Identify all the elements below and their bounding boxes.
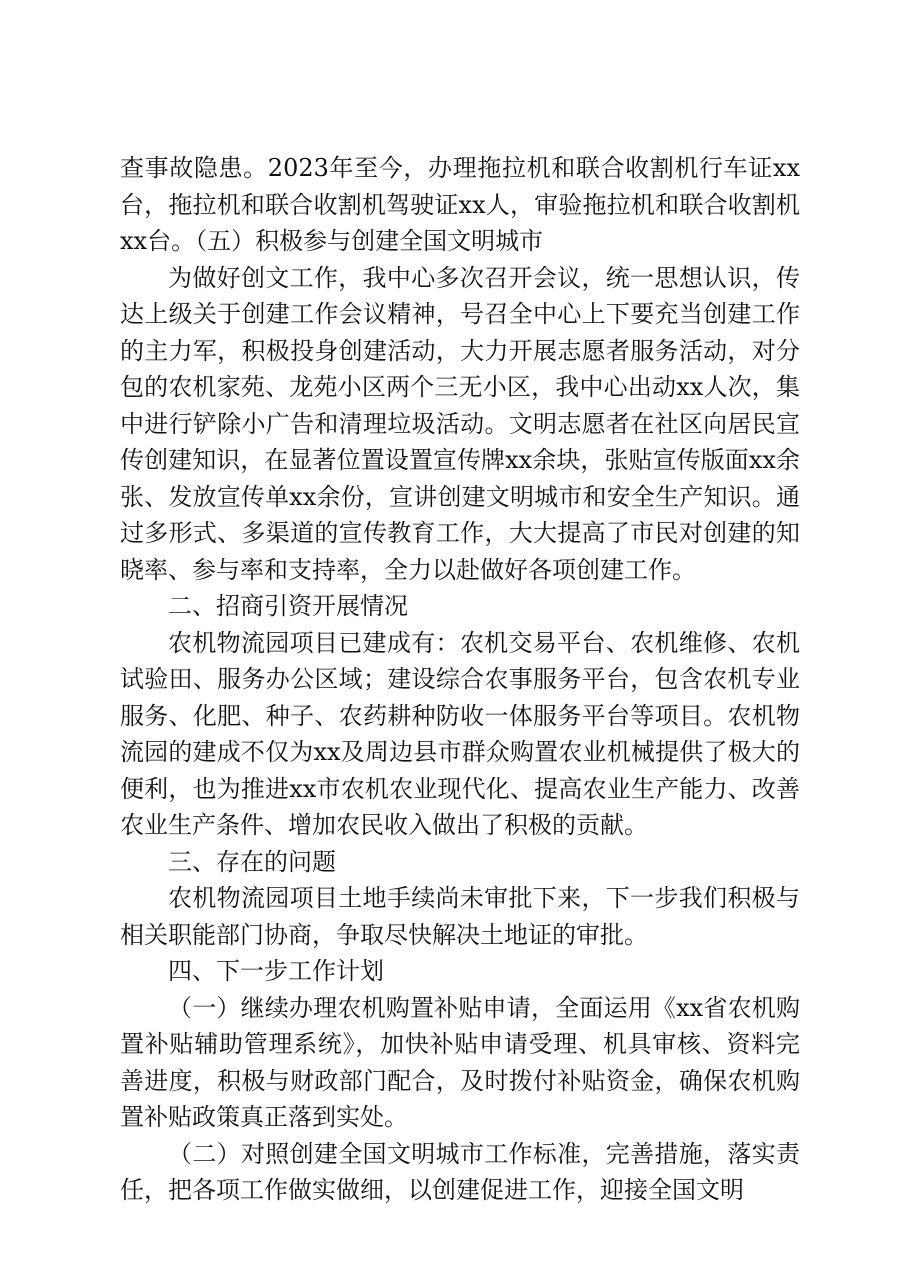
paragraph-land-approval: 农机物流园项目土地手续尚未审批下来，下一步我们积极与相关职能部门协商，争取尽快解决土地证的审批。 (120, 884, 800, 949)
document-body (120, 150, 800, 1209)
heading-problems: 三、存在的问题 (168, 847, 336, 876)
paragraph-logistics-park: 农机物流园项目已建成有：农机交易平台、农机维修、农机试验田、服务办公区域；建设综合农事服务平台，包含农机专业服务、化肥、种子、农药耕种防收一体服务平台等项目。农机物流园的建成不仅为xx及周边县市群众购置农业机械提供了极大的便利，也为推进xx市农机农业现代化、提高农业生产能力、改善农业生产条件、增加农民收入做出了积极的贡献。 (120, 628, 800, 839)
paragraph-plan-civilized-city: （二）对照创建全国文明城市工作标准，完善措施，落实责任，把各项工作做实做细，以创建促进工作，迎接全国文明 (120, 1139, 800, 1204)
heading-next-plan: 四、下一步工作计划 (168, 957, 384, 985)
paragraph-civilized-city: 为做好创文工作，我中心多次召开会议，统一思想认识，传达上级关于创建工作会议精神，号召全中心上下要充当创建工作的主力军，积极投身创建活动，大力开展志愿者服务活动，对分包的农机家苑、龙苑小区两个三无小区，我中心出动xx人次，集中进行铲除小广告和清理垃圾活动。文明志愿者在社区向居民宣传创建知识，在显著位置设置宣传牌xx余块，张贴宣传版面xx余张、发放宣传单xx余份，宣讲创建文明城市和安全生产知识。通过多形式、多渠道的宣传教育工作，大大提高了市民对创建的知晓率、参与率和支持率，全力以赴做好各项创建工作。 (120, 263, 800, 584)
heading-investment: 二、招商引资开展情况 (168, 592, 408, 620)
paragraph-plan-subsidy: （一）继续办理农机购置补贴申请，全面运用《xx省农机购置补贴辅助管理系统》，加快补贴申请受理、机具审核、资料完善进度，积极与财政部门配合，及时拨付补贴资金，确保农机购置补贴政策真正落到实处。 (120, 993, 800, 1131)
paragraph-inspection-licenses: 查事故隐患。2023年至今，办理拖拉机和联合收割机行车证xx台，拖拉机和联合收割机驾驶证xx人，审验拖拉机和联合收割机xx台。（五）积极参与创建全国文明城市 (120, 154, 800, 255)
